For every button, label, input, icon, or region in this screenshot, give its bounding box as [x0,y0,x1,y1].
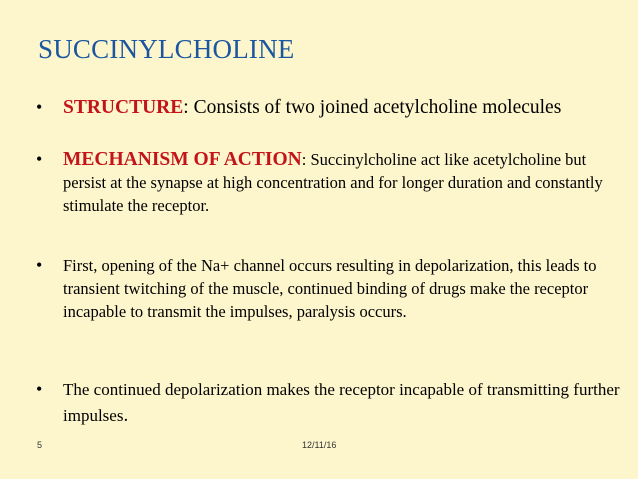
bullet-mechanism [63,148,623,217]
bullet-separator: : [183,97,194,118]
bullet-lead-label: STRUCTURE [63,97,184,118]
bullet-structure [63,96,623,119]
slide-title: SUCCINYLCHOLINE [38,34,295,64]
bullet-marker: • [36,255,43,275]
bullet-text: The continued depolarization makes the receptor incapable of transmitting further impulses [63,380,620,425]
bullet-separator: : [301,150,311,169]
bullet-marker: • [36,97,43,117]
bullet-marker: • [36,149,43,169]
bullet-text: Succinylcholine act like acetylcholine but persist at the synapse at high concentration and for longer duration and constantly stimulate the receptor. [63,150,603,215]
bullet-first-opening: First, opening of the Na+ channel occurs resulting in depolarization, this leads to transient twitching of the muscle, continued binding of drugs make the receptor incapable to transmit the impulses, paralysis occurs. [63,256,597,321]
bullet-marker: • [36,379,43,399]
bullet-text-end: . [123,405,129,426]
bullet-continued-depolarization [63,377,623,429]
bullet-lead-label: MECHANISM OF ACTION [63,149,302,170]
page-number: 5 [37,440,43,450]
bullet-text: Consists of two joined acetylcholine molecules [193,97,562,118]
slide-date: 12/11/16 [302,440,337,450]
